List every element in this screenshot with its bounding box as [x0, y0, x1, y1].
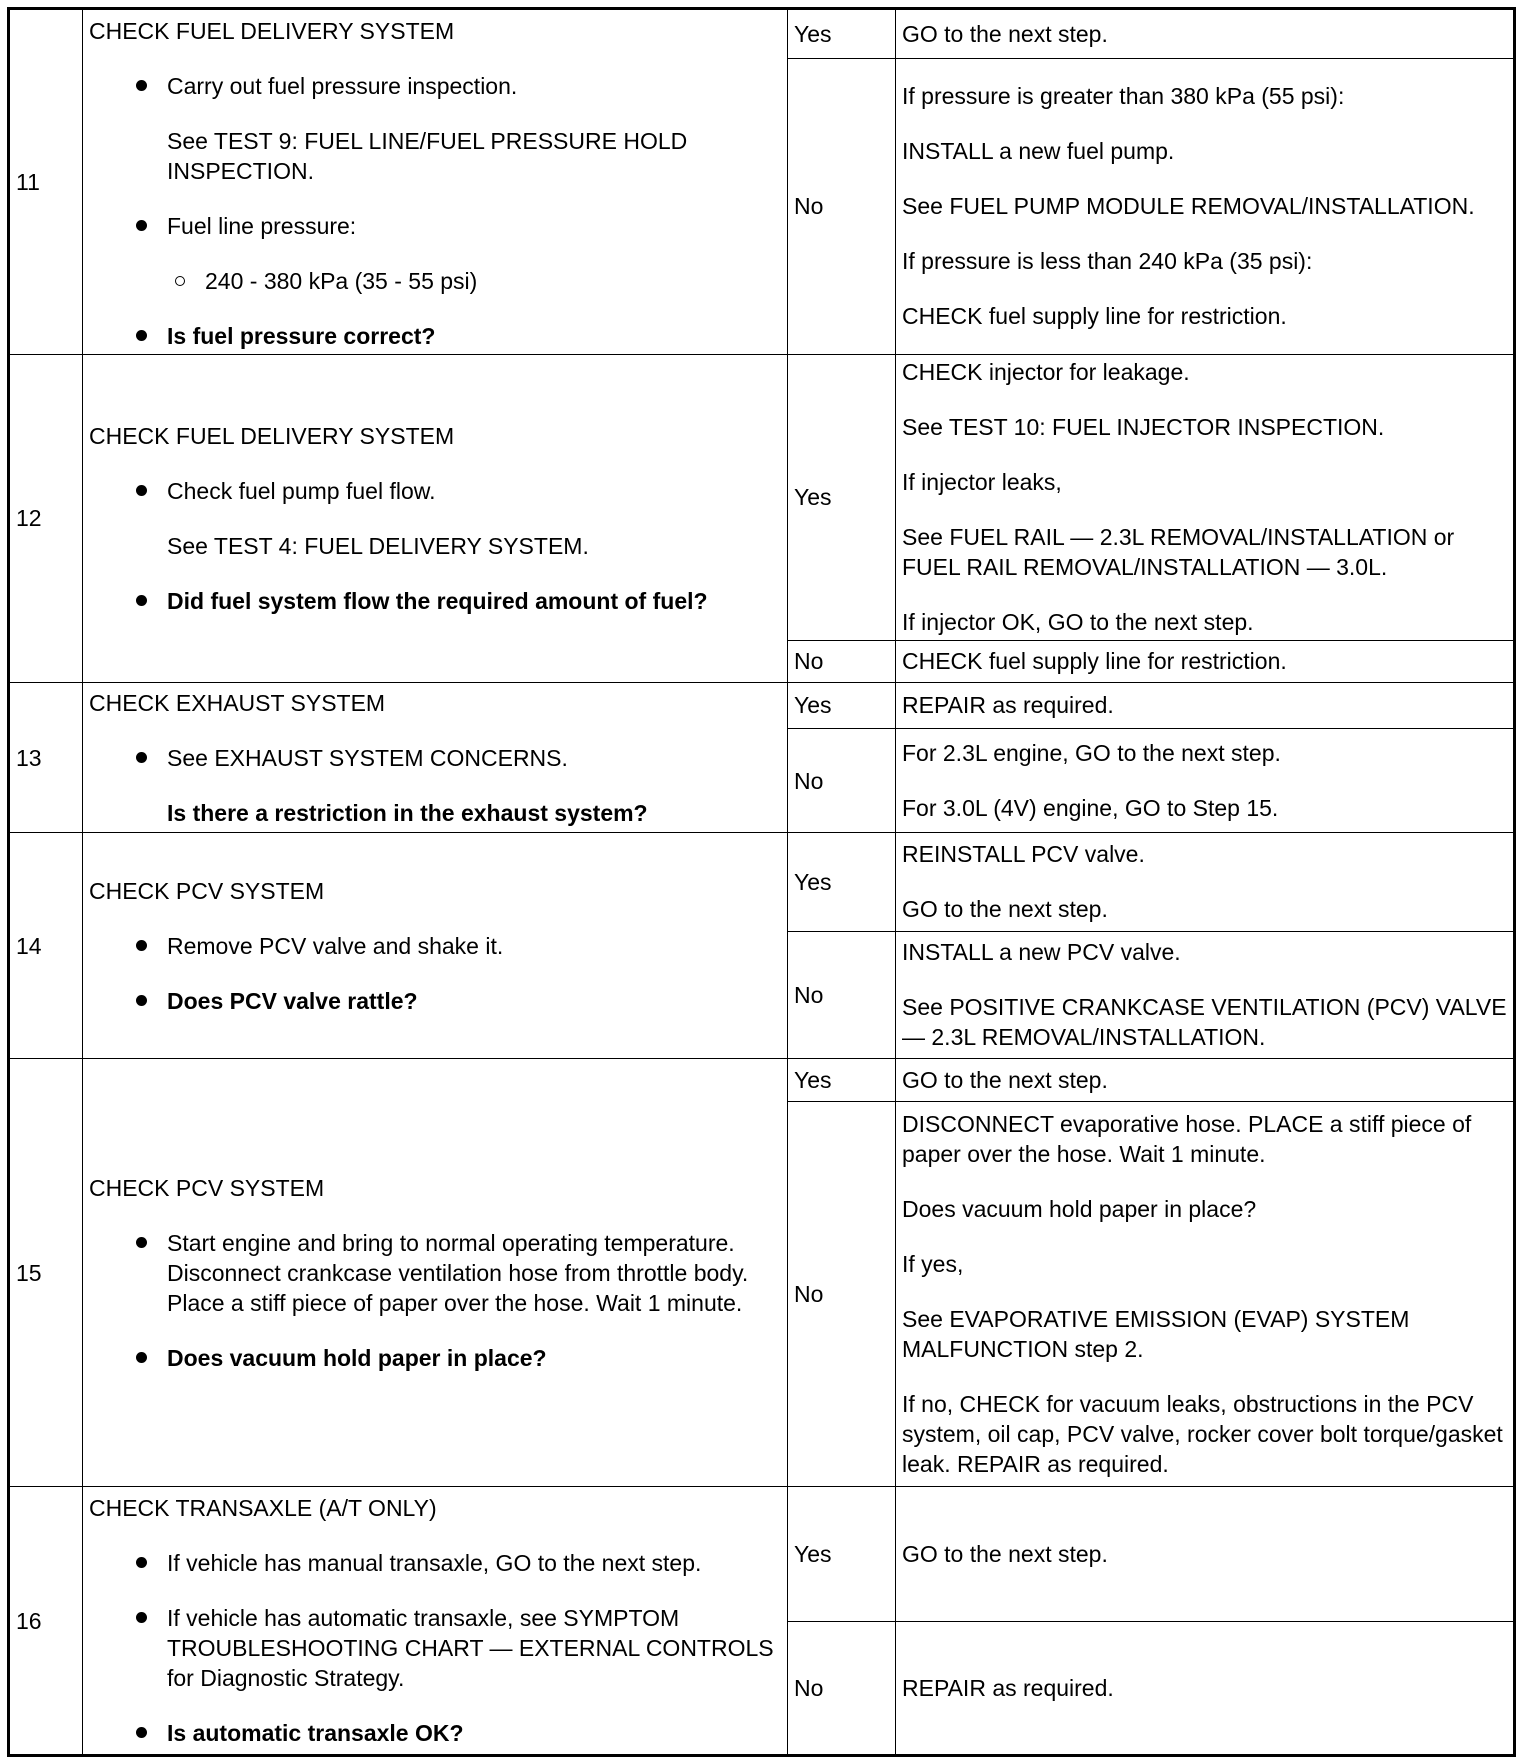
- step-number: 13: [9, 682, 83, 832]
- step-question: Does vacuum hold paper in place?: [89, 1343, 781, 1373]
- step-number: 16: [9, 1487, 83, 1756]
- table-row: [9, 9, 1515, 59]
- yes-action: CHECK injector for leakage. See TEST 10: FUEL INJECTOR INSPECTION. If injector leaks, See FUEL RAIL — 2.3L REMOVAL/INSTALLATION or FUEL RAIL REMOVAL/INSTALLATION — 3.0L. If injector OK, GO to the next step.: [896, 354, 1515, 640]
- no-action: REPAIR as required.: [896, 1621, 1515, 1755]
- no-action: If pressure is greater than 380 kPa (55 psi): INSTALL a new fuel pump. See FUEL PUMP MODULE REMOVAL/INSTALLATION. If pressure is less than 240 kPa (35 psi): CHECK fuel supply line for restriction.: [896, 58, 1515, 354]
- action-bullet: See EXHAUST SYSTEM CONCERNS. Is there a restriction in the exhaust system?: [89, 743, 781, 828]
- action-bullet: If vehicle has automatic transaxle, see SYMPTOM TROUBLESHOOTING CHART — EXTERNAL CONTROLS for Diagnostic Strategy.: [89, 1603, 781, 1693]
- step-question: Is fuel pressure correct?: [89, 321, 781, 351]
- result-no: No: [788, 640, 896, 682]
- step-question: Is there a restriction in the exhaust system?: [167, 799, 648, 826]
- yes-action: GO to the next step.: [896, 1058, 1515, 1101]
- step-question: Does PCV valve rattle?: [89, 986, 781, 1016]
- no-action: DISCONNECT evaporative hose. PLACE a stiff piece of paper over the hose. Wait 1 minute. Does vacuum hold paper in place? If yes, See EVAPORATIVE EMISSION (EVAP) SYSTEM MALFUNCTION step 2. If no, CHECK for vacuum leaks, obstructions in the PCV system, oil cap, PCV valve, rocker cover bolt torque/gasket leak. REPAIR as required.: [896, 1102, 1515, 1487]
- spec-value: 240 - 380 kPa (35 - 55 psi): [167, 266, 781, 296]
- step-action: [83, 1058, 788, 1486]
- step-action: [83, 1487, 788, 1756]
- step-number: 14: [9, 833, 83, 1059]
- action-bullet: Check fuel pump fuel flow. See TEST 4: FUEL DELIVERY SYSTEM.: [89, 476, 781, 561]
- no-action: INSTALL a new PCV valve. See POSITIVE CRANKCASE VENTILATION (PCV) VALVE — 2.3L REMOVAL/INSTALLATION.: [896, 931, 1515, 1058]
- step-question: Is automatic transaxle OK?: [89, 1718, 781, 1748]
- table-row: [9, 1487, 1515, 1621]
- step-number: 11: [9, 9, 83, 355]
- yes-action: GO to the next step.: [896, 1487, 1515, 1621]
- diagnostic-page: [7, 7, 1513, 1757]
- action-bullet: Fuel line pressure: 240 - 380 kPa (35 - 55 psi): [89, 211, 781, 296]
- result-no: No: [788, 58, 896, 354]
- result-yes: Yes: [788, 354, 896, 640]
- yes-action: REINSTALL PCV valve. GO to the next step.: [896, 833, 1515, 931]
- step-action: [83, 833, 788, 1059]
- result-yes: Yes: [788, 682, 896, 728]
- step-number: 12: [9, 354, 83, 682]
- step-action: [83, 354, 788, 682]
- step-title: CHECK FUEL DELIVERY SYSTEM: [89, 422, 455, 449]
- table-row: [9, 682, 1515, 728]
- step-title: CHECK EXHAUST SYSTEM: [89, 689, 386, 716]
- yes-action: GO to the next step.: [896, 9, 1515, 59]
- step-title: CHECK FUEL DELIVERY SYSTEM: [89, 18, 455, 44]
- diagnostic-table: [7, 7, 1516, 1757]
- table-row: [9, 833, 1515, 931]
- result-no: No: [788, 1621, 896, 1755]
- action-bullet: Start engine and bring to normal operating temperature. Disconnect crankcase ventilation hose from throttle body. Place a stiff piece of paper over the hose. Wait 1 minute.: [89, 1228, 781, 1318]
- step-title: CHECK TRANSAXLE (A/T ONLY): [89, 1495, 437, 1522]
- no-action: CHECK fuel supply line for restriction.: [896, 640, 1515, 682]
- step-number: 15: [9, 1058, 83, 1486]
- step-title: CHECK PCV SYSTEM: [89, 877, 325, 904]
- step-action: [83, 9, 788, 355]
- action-bullet: Remove PCV valve and shake it.: [89, 931, 781, 961]
- action-bullet: Carry out fuel pressure inspection. See TEST 9: FUEL LINE/FUEL PRESSURE HOLD INSPECTION.: [89, 71, 781, 186]
- table-row: [9, 1058, 1515, 1101]
- table-row: [9, 354, 1515, 640]
- result-yes: Yes: [788, 1487, 896, 1621]
- step-action: [83, 682, 788, 832]
- result-no: No: [788, 1102, 896, 1487]
- result-yes: Yes: [788, 833, 896, 931]
- action-bullet: If vehicle has manual transaxle, GO to the next step.: [89, 1548, 781, 1578]
- step-question: Did fuel system flow the required amount of fuel?: [89, 586, 781, 616]
- result-no: No: [788, 729, 896, 833]
- yes-action: REPAIR as required.: [896, 682, 1515, 728]
- result-yes: Yes: [788, 1058, 896, 1101]
- no-action: For 2.3L engine, GO to the next step. For 3.0L (4V) engine, GO to Step 15.: [896, 729, 1515, 833]
- result-no: No: [788, 931, 896, 1058]
- step-title: CHECK PCV SYSTEM: [89, 1174, 325, 1201]
- result-yes: Yes: [788, 9, 896, 59]
